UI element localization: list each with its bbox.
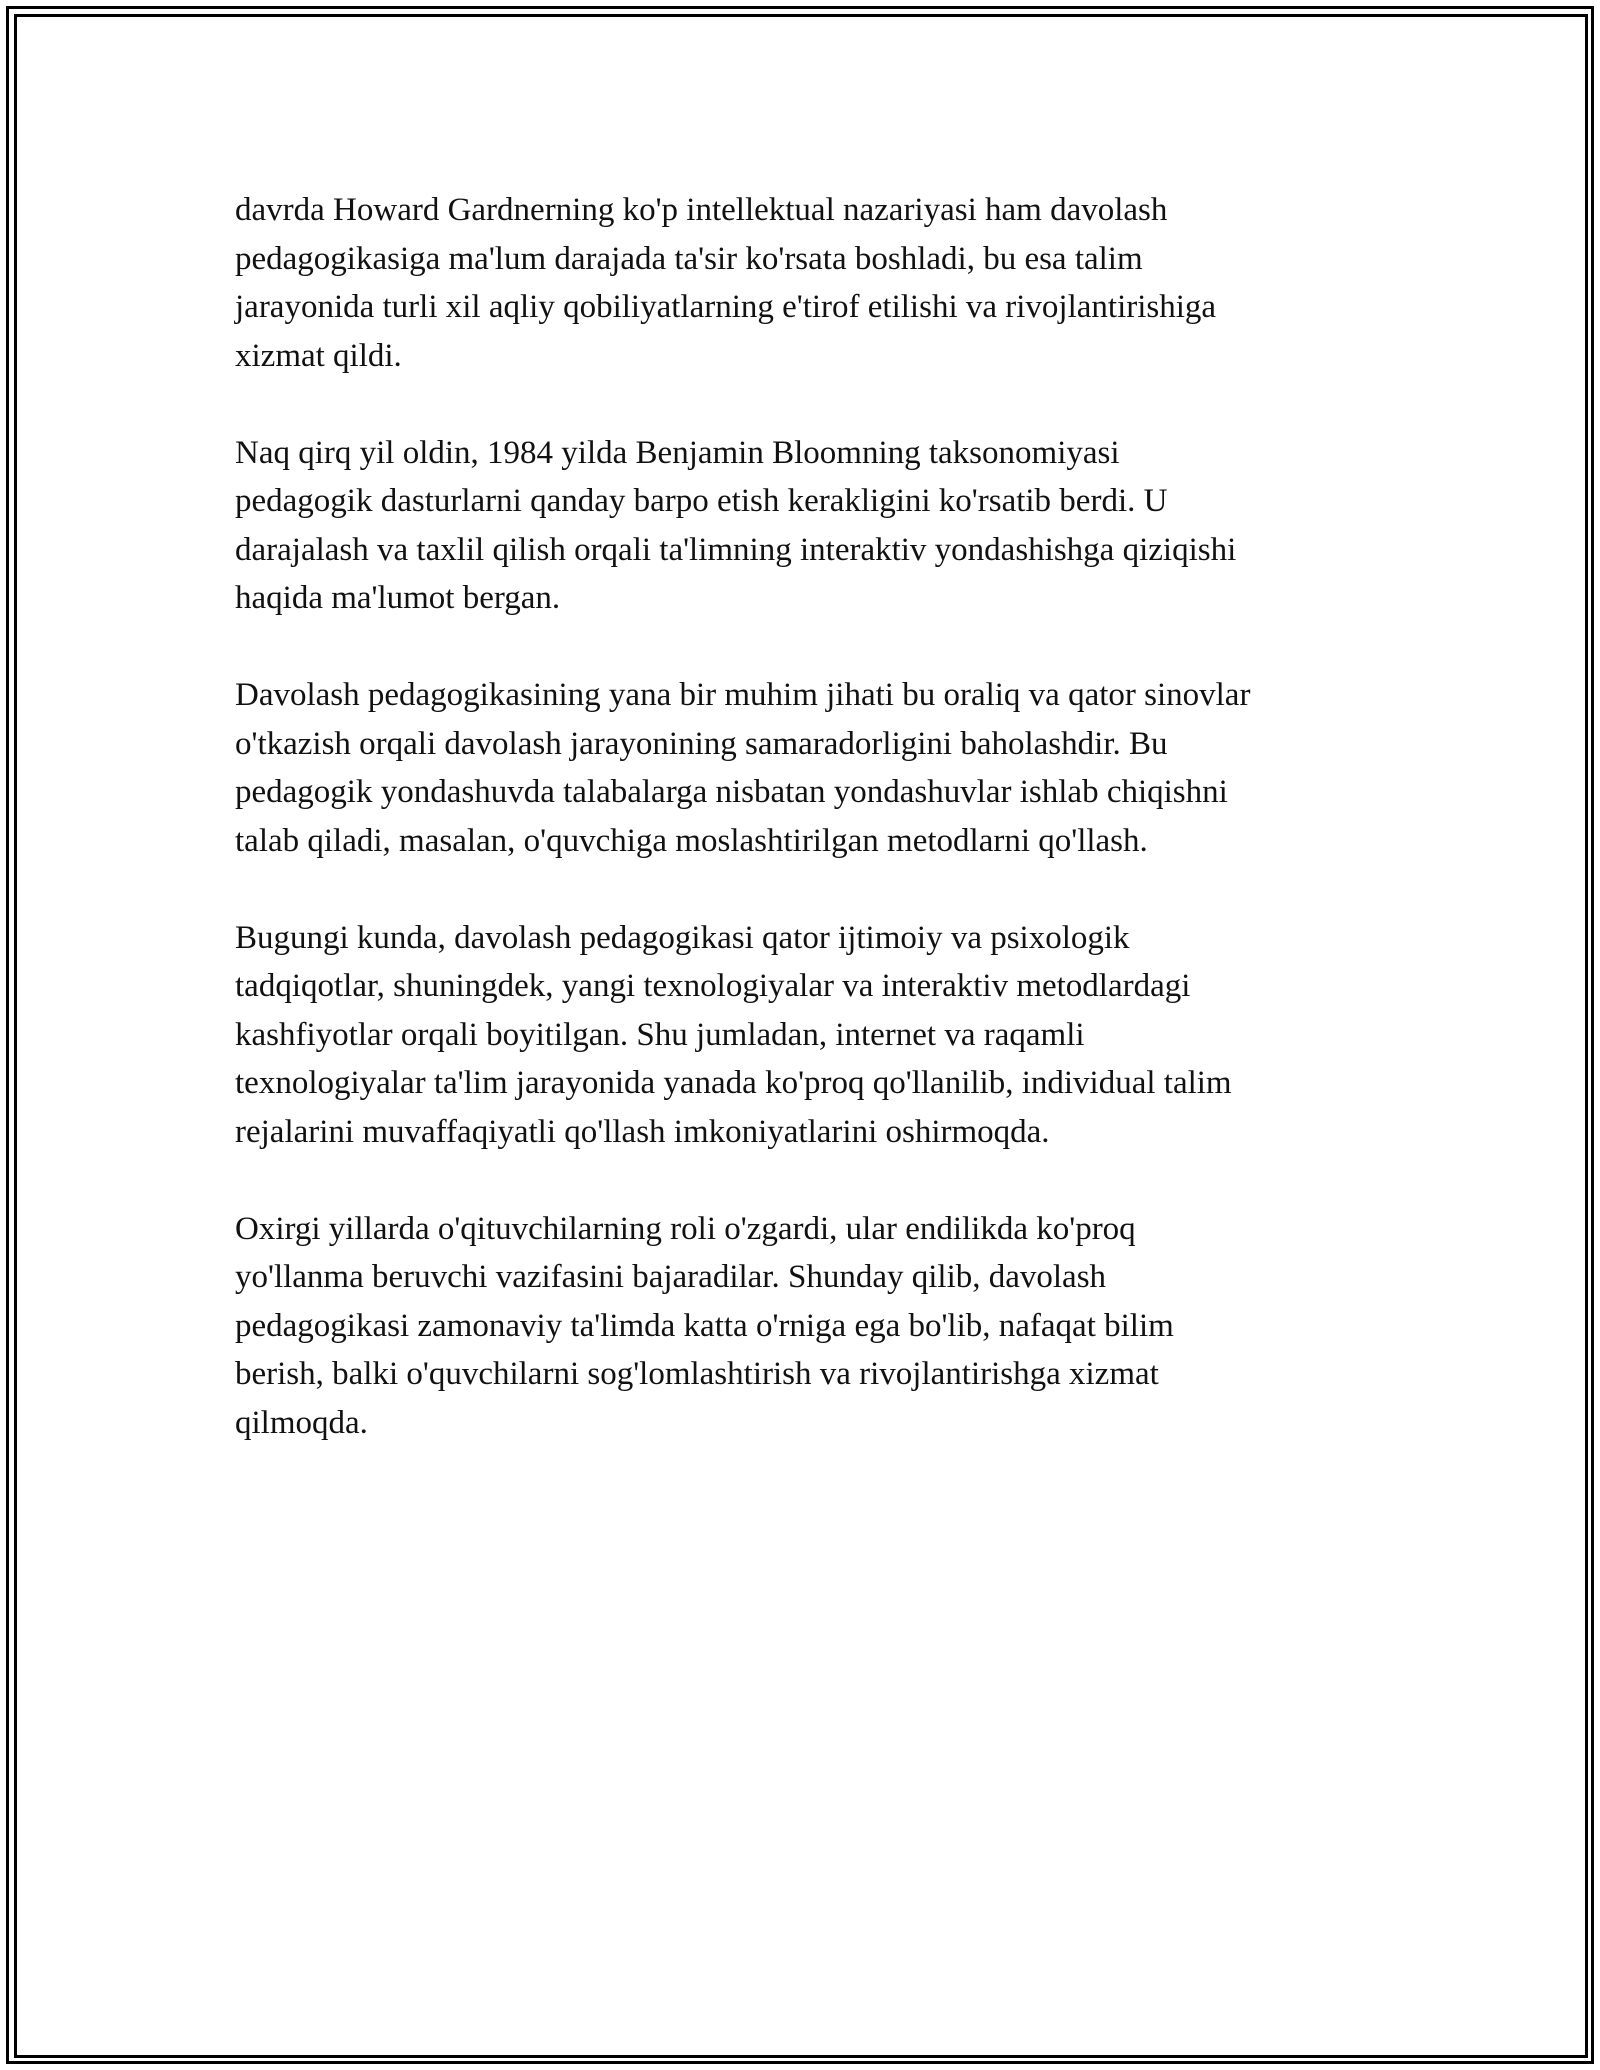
paragraph-4	[235, 914, 1385, 1157]
text-line: jarayonida turli xil aqliy qobiliyatlarning e'tirof etilishi va rivojlantirishiga	[235, 289, 1217, 325]
text-line: pedagogik dasturlarni qanday barpo etish kerakligini ko'rsatib berdi. U	[235, 483, 1168, 519]
text-line: haqida ma'lumot bergan.	[235, 580, 561, 616]
text-line: yo'llanma beruvchi vazifasini bajaradilar. Shunday qilib, davolash	[235, 1259, 1107, 1295]
text-line: davrda Howard Gardnerning ko'p intellektual nazariyasi ham davolash	[235, 192, 1168, 228]
text-line: Oxirgi yillarda o'qituvchilarning roli o'zgardi, ular endilikda ko'proq	[235, 1210, 1136, 1247]
paragraph-3	[235, 671, 1385, 865]
text-line: pedagogik yondashuvda talabalarga nisbatan yondashuvlar ishlab chiqishni	[235, 774, 1228, 810]
text-line: tadqiqotlar, shuningdek, yangi texnologiyalar va interaktiv metodlardagi	[235, 968, 1191, 1004]
document-body	[235, 186, 1385, 1496]
text-line: kashfiyotlar orqali boyitilgan. Shu jumladan, internet va raqamli	[235, 1016, 1085, 1053]
text-line: berish, balki o'quvchilarni sog'lomlashtirish va rivojlantirishga xizmat	[235, 1356, 1159, 1392]
text-line: pedagogikasiga ma'lum darajada ta'sir ko'rsata boshladi, bu esa talim	[235, 240, 1143, 277]
text-line: Naq qirq yil oldin, 1984 yilda Benjamin Bloomning taksonomiyasi	[235, 434, 1120, 471]
paragraph-1	[235, 186, 1385, 380]
text-line: Bugungi kunda, davolash pedagogikasi qator ijtimoiy va psixologik	[235, 919, 1130, 956]
text-line: Davolash pedagogikasining yana bir muhim jihati bu oraliq va qator sinovlar	[235, 677, 1251, 713]
text-line: darajalash va taxlil qilish orqali ta'limning interaktiv yondashishga qiziqishi	[235, 531, 1237, 568]
text-line: rejalarini muvaffaqiyatli qo'llash imkoniyatlarini oshirmoqda.	[235, 1113, 1050, 1150]
text-line: o'tkazish orqali davolash jarayonining samaradorligini baholashdir. Bu	[235, 725, 1168, 762]
paragraph-5	[235, 1205, 1385, 1448]
text-line: talab qiladi, masalan, o'quvchiga moslashtirilgan metodlarni qo'llash.	[235, 822, 1148, 859]
paragraph-2	[235, 429, 1385, 623]
text-line: xizmat qildi.	[235, 337, 402, 374]
text-line: texnologiyalar ta'lim jarayonida yanada ko'proq qo'llanilib, individual talim	[235, 1065, 1232, 1101]
text-line: qilmoqda.	[235, 1404, 368, 1441]
text-line: pedagogikasi zamonaviy ta'limda katta o'rniga ega bo'lib, nafaqat bilim	[235, 1307, 1174, 1344]
